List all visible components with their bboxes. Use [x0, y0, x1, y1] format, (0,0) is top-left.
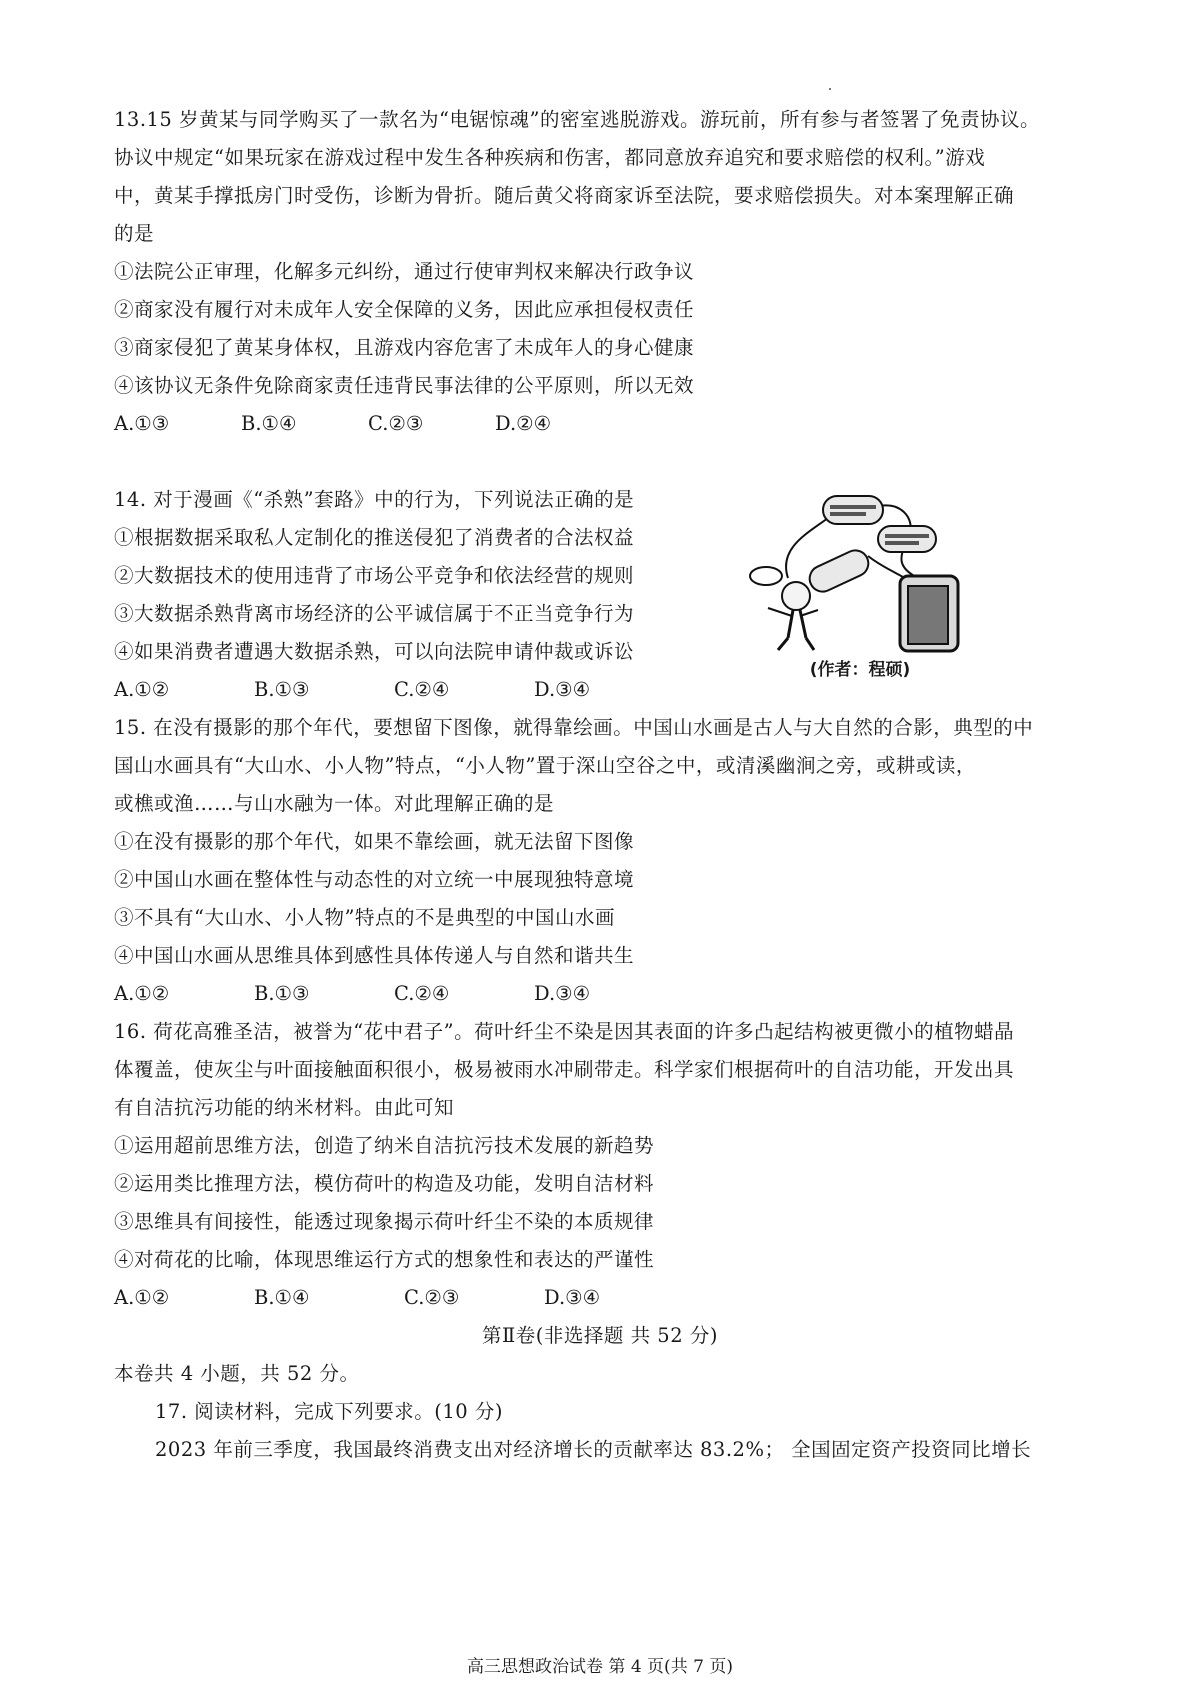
- q16-item-4: ④对荷花的比喻，体现思维运行方式的想象性和表达的严谨性: [114, 1248, 655, 1271]
- q17-stem: 17. 阅读材料，完成下列要求。(10 分): [155, 1400, 503, 1423]
- scan-speck: [829, 88, 831, 90]
- q13-option-a: A.①③: [114, 412, 170, 435]
- q13-line-2: 协议中规定“如果玩家在游戏过程中发生各种疾病和伤害，都同意放弃追究和要求赔偿的权利。”游戏: [114, 146, 986, 169]
- q15-line-3: 或樵或渔……与山水融为一体。对此理解正确的是: [114, 792, 555, 815]
- q15-option-d: D.③④: [534, 982, 591, 1005]
- cartoon-image: [748, 478, 963, 653]
- q16-line-2: 体覆盖，使灰尘与叶面接触面积很小，极易被雨水冲刷带走。科学家们根据荷叶的自洁功能，开发出具: [114, 1058, 1015, 1081]
- q14-item-1: ①根据数据采取私人定制化的推送侵犯了消费者的合法权益: [114, 526, 635, 549]
- q14-item-3: ③大数据杀熟背离市场经济的公平诚信属于不正当竞争行为: [114, 602, 635, 625]
- page-footer: 高三思想政治试卷 第 4 页(共 7 页): [467, 1657, 733, 1677]
- q16-line-3: 有自洁抗污功能的纳米材料。由此可知: [114, 1096, 455, 1119]
- q13-line-3: 中，黄某手撑抵房门时受伤，诊断为骨折。随后黄父将商家诉至法院，要求赔偿损失。对本案理解正确: [114, 184, 1015, 207]
- q17-material: 2023 年前三季度，我国最终消费支出对经济增长的贡献率达 83.2%； 全国固定资产投资同比增长: [155, 1438, 1032, 1461]
- q15-option-b: B.①③: [254, 982, 310, 1005]
- q13-line-4: 的是: [114, 222, 155, 245]
- q14-option-c: C.②④: [394, 678, 450, 701]
- q16-option-d: D.③④: [544, 1286, 601, 1309]
- q15-option-a: A.①②: [114, 982, 170, 1005]
- q16-option-c: C.②③: [404, 1286, 460, 1309]
- q13-item-3: ③商家侵犯了黄某身体权，且游戏内容危害了未成年人的身心健康: [114, 336, 695, 359]
- q13-line-1: 13.15 岁黄某与同学购买了一款名为“电锯惊魂”的密室逃脱游戏。游玩前，所有参与者签署了免责协议。: [114, 108, 1040, 131]
- q14-stem: 14. 对于漫画《“杀熟”套路》中的行为，下列说法正确的是: [114, 488, 635, 511]
- q15-item-4: ④中国山水画从思维具体到感性具体传递人与自然和谐共生: [114, 944, 635, 967]
- q15-line-2: 国山水画具有“大山水、小人物”特点，“小人物”置于深山空谷之中，或清溪幽涧之旁，或耕或读，: [114, 754, 976, 777]
- q16-option-a: A.①②: [114, 1286, 170, 1309]
- q13-item-4: ④该协议无条件免除商家责任违背民事法律的公平原则，所以无效: [114, 374, 695, 397]
- q15-item-1: ①在没有摄影的那个年代，如果不靠绘画，就无法留下图像: [114, 830, 635, 853]
- q14-option-a: A.①②: [114, 678, 170, 701]
- q13-item-2: ②商家没有履行对未成年人安全保障的义务，因此应承担侵权责任: [114, 298, 695, 321]
- q16-item-1: ①运用超前思维方法，创造了纳米自洁抗污技术发展的新趋势: [114, 1134, 655, 1157]
- part-2-intro: 本卷共 4 小题，共 52 分。: [114, 1362, 360, 1385]
- q13-option-d: D.②④: [495, 412, 552, 435]
- q14-item-2: ②大数据技术的使用违背了市场公平竞争和依法经营的规则: [114, 564, 635, 587]
- q13-option-b: B.①④: [241, 412, 297, 435]
- q16-item-2: ②运用类比推理方法，模仿荷叶的构造及功能，发明自洁材料: [114, 1172, 655, 1195]
- q13-item-1: ①法院公正审理，化解多元纠纷，通过行使审判权来解决行政争议: [114, 260, 695, 283]
- q14-option-d: D.③④: [534, 678, 591, 701]
- q16-option-b: B.①④: [254, 1286, 310, 1309]
- q16-item-3: ③思维具有间接性，能透过现象揭示荷叶纤尘不染的本质规律: [114, 1210, 655, 1233]
- cartoon-caption: (作者：程硕): [809, 660, 911, 680]
- q16-line-1: 16. 荷花高雅圣洁，被誉为“花中君子”。荷叶纤尘不染是因其表面的许多凸起结构被更微小的植物蜡晶: [114, 1020, 1015, 1043]
- q15-item-2: ②中国山水画在整体性与动态性的对立统一中展现独特意境: [114, 868, 635, 891]
- part-2-title: 第Ⅱ卷(非选择题 共 52 分): [482, 1324, 718, 1347]
- q15-item-3: ③不具有“大山水、小人物”特点的不是典型的中国山水画: [114, 906, 615, 929]
- q15-line-1: 15. 在没有摄影的那个年代，要想留下图像，就得靠绘画。中国山水画是古人与大自然的合影，典型的中: [114, 716, 1034, 739]
- q14-option-b: B.①③: [254, 678, 310, 701]
- q13-option-c: C.②③: [368, 412, 424, 435]
- q15-option-c: C.②④: [394, 982, 450, 1005]
- q14-item-4: ④如果消费者遭遇大数据杀熟，可以向法院申请仲裁或诉讼: [114, 640, 635, 663]
